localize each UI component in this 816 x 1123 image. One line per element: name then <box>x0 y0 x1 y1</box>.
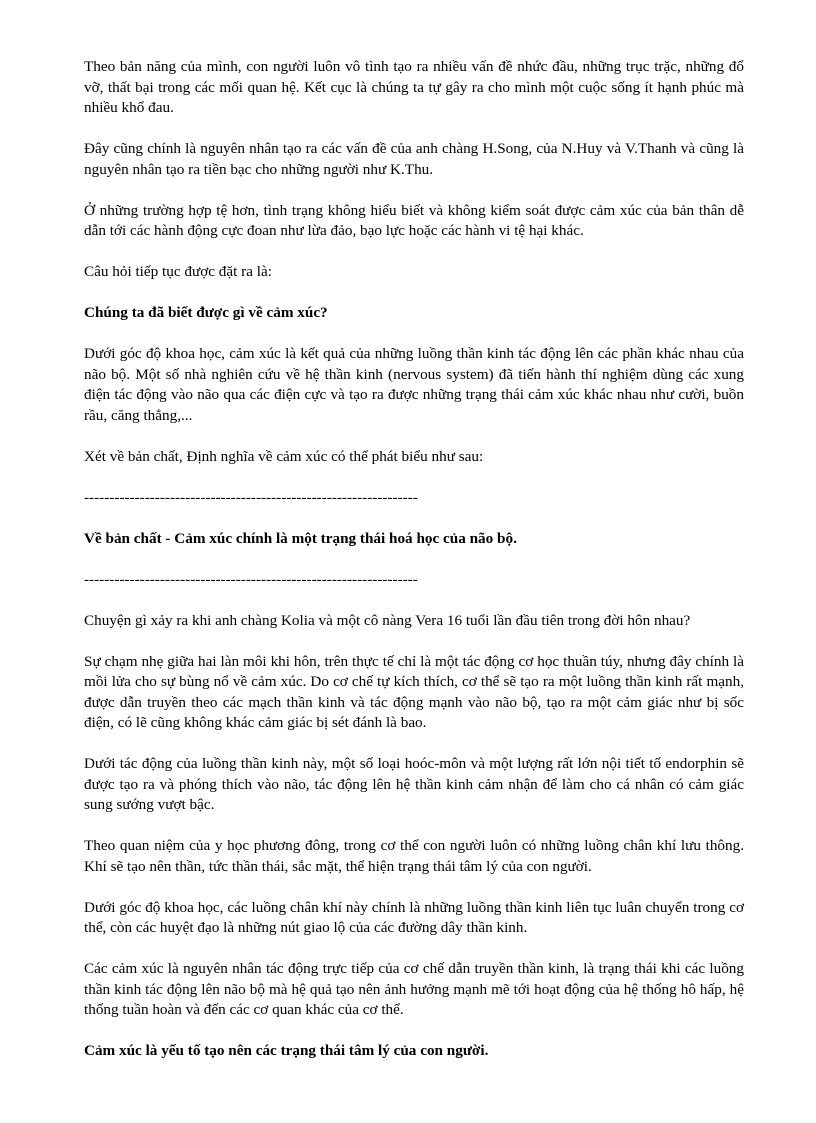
section-heading-emotion-knowledge: Chúng ta đã biết được gì về cảm xúc? <box>84 304 328 321</box>
document-page <box>84 57 744 1082</box>
paragraph-endorphin: Dưới tác động của luồng thần kinh này, một số loại hoóc-môn và một lượng rất lớn nội tiết tố endorphin sẽ được tạo ra và phóng thích vào não, tác động lên hệ thần kinh cảm nhận để làm cho cá nhân có cảm giác sung sướng vượt bậc. <box>84 755 744 813</box>
paragraph-2: Đây cũng chính là nguyên nhân tạo ra các vấn đề của anh chàng H.Song, của N.Huy và V.Thanh và cũng là nguyên nhân tạo ra tiền bạc cho những người như K.Thu. <box>84 140 744 178</box>
paragraph-kiss-mechanics: Sự chạm nhẹ giữa hai làn môi khi hôn, trên thực tế chỉ là một tác động cơ học thuần túy, nhưng đây chính là mồi lửa cho sự bùng nổ về cảm xúc. Do cơ chế tự kích thích, cơ thể sẽ tạo ra một luồng thần kinh rất mạnh, được dẫn truyền theo các mạch thần kinh và tác động mạnh vào não bộ, tạo ra một cảm giác như bị sốc điện, có lẽ cũng không khác cảm giác bị sét đánh là bao. <box>84 652 744 731</box>
dashed-divider-bottom: ------------------------------------------------------------------ <box>84 570 418 588</box>
paragraph-1: Theo bản năng của mình, con người luôn vô tình tạo ra nhiều vấn đề nhức đầu, những trục trặc, những đổ vỡ, thất bại trong các mối quan hệ. Kết cục là chúng ta tự gây ra cho mình một cuộc sống ít hạnh phúc mà nhiều khổ đau. <box>84 58 744 116</box>
closing-heading: Cảm xúc là yếu tố tạo nên các trạng thái tâm lý của con người. <box>84 1042 489 1059</box>
paragraph-eastern-medicine: Theo quan niệm của y học phương đông, trong cơ thể con người luôn có những luồng chân khí lưu thông. Khí sẽ tạo nên thần, tức thần thái, sắc mặt, thể hiện trạng thái tâm lý của con người. <box>84 837 744 875</box>
paragraph-question-kiss: Chuyện gì xảy ra khi anh chàng Kolia và một cô nàng Vera 16 tuổi lần đầu tiên trong đời hôn nhau? <box>84 611 691 629</box>
paragraph-emotion-cause: Các cảm xúc là nguyên nhân tác động trực tiếp của cơ chế dẫn truyền thần kinh, là trạng thái khi các luồng thần kinh tác động lên não bộ mà hệ quả tạo nên ảnh hưởng mạnh mẽ tới hoạt động của hệ thống hô hấp, hệ thống tuần hoàn và đến các cơ quan khác của cơ thể. <box>84 960 744 1018</box>
paragraph-definition-intro: Xét về bản chất, Định nghĩa về cảm xúc có thể phát biểu như sau: <box>84 447 484 465</box>
paragraph-qi-science: Dưới góc độ khoa học, các luồng chân khí này chính là những luồng thần kinh liên tục luân chuyển trong cơ thể, còn các huyệt đạo là những nút giao lộ của các đường dây thần kinh. <box>84 898 744 936</box>
dashed-divider-top: ------------------------------------------------------------------ <box>84 488 418 506</box>
paragraph-science-view: Dưới góc độ khoa học, cảm xúc là kết quả của những luồng thần kinh tác động lên các phần khác nhau của não bộ. Một số nhà nghiên cứu về hệ thần kinh (nervous system) đã tiến hành thí nghiệm dùng các xung điện tác động vào não qua các điện cực và tạo ra được những trạng thái cảm xúc khác nhau như cười, buồn rầu, căng thẳng,... <box>84 345 744 424</box>
paragraph-4: Câu hỏi tiếp tục được đặt ra là: <box>84 263 272 280</box>
definition-statement: Về bản chất - Cảm xúc chính là một trạng thái hoá học của não bộ. <box>84 529 517 547</box>
paragraph-3: Ở những trường hợp tệ hơn, tình trạng không hiểu biết và không kiểm soát được cảm xúc của bản thân dễ dẫn tới các hành động cực đoan như lừa đảo, bạo lực hoặc các hành vi tệ hại khác. <box>84 201 744 239</box>
